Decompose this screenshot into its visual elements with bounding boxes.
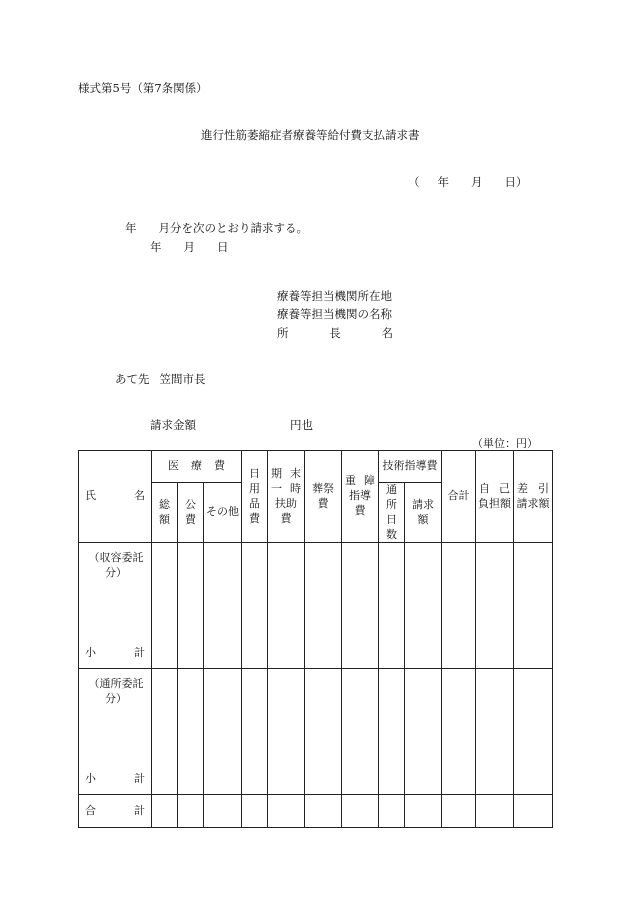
header-tech-days-line-1: 通所 bbox=[386, 483, 397, 511]
header-tech-days bbox=[379, 483, 405, 543]
cell[interactable] bbox=[379, 669, 405, 795]
cell[interactable] bbox=[178, 543, 204, 669]
amount-unit: 円也 bbox=[290, 418, 313, 432]
cell[interactable] bbox=[514, 795, 553, 828]
header-name-char-2: 名 bbox=[134, 489, 145, 503]
header-temp-support-char-3: 一 bbox=[271, 481, 282, 495]
header-daily-goods-line-2: 品費 bbox=[249, 496, 260, 525]
header-daily-goods bbox=[242, 451, 268, 543]
subtotal-char-1: 小 bbox=[85, 645, 96, 659]
cell[interactable] bbox=[514, 669, 553, 795]
cell[interactable] bbox=[204, 543, 242, 669]
header-sum bbox=[442, 451, 476, 543]
director-name-label bbox=[277, 325, 393, 341]
date-day: 日） bbox=[504, 175, 528, 189]
header-temp-support-char-2: 末 bbox=[290, 467, 301, 480]
header-daily-goods-line-1: 日用 bbox=[249, 467, 260, 495]
header-net-claim-char-1: 差 bbox=[517, 481, 528, 495]
cell[interactable] bbox=[152, 543, 178, 669]
addressee-label: あて先 bbox=[115, 372, 150, 386]
institution-name-label: 療養等担当機関の名称 bbox=[277, 307, 392, 321]
header-medical bbox=[152, 451, 242, 483]
date-line bbox=[408, 174, 528, 190]
claim-table bbox=[78, 450, 553, 828]
cell[interactable] bbox=[268, 795, 305, 828]
director-char-3: 名 bbox=[381, 326, 393, 340]
header-name bbox=[79, 451, 152, 543]
header-net-claim bbox=[514, 451, 553, 543]
addressee-name: 笠間市長 bbox=[159, 372, 206, 386]
request-date-month: 月 bbox=[183, 240, 195, 254]
header-temp-support-char-1: 期 bbox=[271, 467, 282, 480]
header-severe-char-2: 障 bbox=[364, 474, 375, 488]
cell[interactable] bbox=[405, 669, 442, 795]
cell[interactable] bbox=[442, 669, 476, 795]
header-severe-line-2: 指導費 bbox=[349, 489, 371, 518]
request-year: 年 bbox=[125, 221, 137, 235]
cell[interactable] bbox=[379, 543, 405, 669]
cell[interactable] bbox=[476, 543, 514, 669]
cell[interactable] bbox=[405, 795, 442, 828]
header-net-claim-line-2: 請求額 bbox=[516, 496, 550, 510]
header-self-burden bbox=[476, 451, 514, 543]
row-outpatient-label: （通所委託分） bbox=[88, 677, 144, 706]
addressee bbox=[115, 371, 206, 387]
header-medical-other bbox=[204, 483, 242, 543]
row-residential-subtotal bbox=[85, 646, 145, 661]
date-month: 月 bbox=[471, 175, 483, 189]
cell[interactable] bbox=[268, 669, 305, 795]
header-medical-char-2: 療 bbox=[191, 459, 202, 473]
header-medical-total bbox=[152, 483, 178, 543]
header-medical-public-label: 公費 bbox=[185, 497, 196, 526]
header-tech-days-line-2: 日数 bbox=[386, 512, 397, 541]
cell[interactable] bbox=[305, 543, 342, 669]
header-temp-support-line-3: 扶助費 bbox=[275, 496, 297, 525]
header-severe bbox=[342, 451, 379, 543]
cell[interactable] bbox=[152, 669, 178, 795]
cell[interactable] bbox=[379, 795, 405, 828]
date-open-paren: （ bbox=[408, 175, 420, 189]
request-line bbox=[125, 220, 308, 236]
header-medical-char-3: 費 bbox=[214, 459, 225, 473]
header-funeral bbox=[305, 451, 342, 543]
amount-label: 請求金額 bbox=[150, 418, 196, 432]
cell[interactable] bbox=[305, 669, 342, 795]
cell[interactable] bbox=[178, 669, 204, 795]
cell[interactable] bbox=[342, 795, 379, 828]
cell[interactable] bbox=[342, 543, 379, 669]
cell[interactable] bbox=[476, 669, 514, 795]
director-char-2: 長 bbox=[329, 326, 341, 340]
header-net-claim-char-2: 引 bbox=[538, 481, 549, 495]
cell[interactable] bbox=[342, 669, 379, 795]
cell[interactable] bbox=[242, 795, 268, 828]
header-self-burden-char-2: 己 bbox=[499, 481, 510, 495]
header-tech-guidance-label: 技術指導費 bbox=[382, 459, 438, 473]
header-medical-char-1: 医 bbox=[168, 459, 179, 473]
request-date-day: 日 bbox=[217, 240, 229, 254]
request-text: 月分を次のとおり請求する。 bbox=[158, 221, 308, 235]
cell[interactable] bbox=[268, 543, 305, 669]
cell[interactable] bbox=[442, 795, 476, 828]
header-self-burden-char-1: 自 bbox=[479, 481, 490, 495]
date-year: 年 bbox=[437, 175, 449, 189]
header-tech-amount-label: 請求額 bbox=[412, 497, 434, 526]
header-temp-support-char-4: 時 bbox=[290, 481, 301, 495]
cell[interactable] bbox=[514, 543, 553, 669]
row-residential-label: （収容委託分） bbox=[88, 551, 144, 580]
cell[interactable] bbox=[442, 543, 476, 669]
header-medical-total-label: 総額 bbox=[159, 497, 170, 526]
cell[interactable] bbox=[204, 795, 242, 828]
table-unit: （単位：円） bbox=[472, 437, 538, 450]
header-funeral-label: 葬祭費 bbox=[312, 481, 334, 510]
header-medical-other-label: その他 bbox=[206, 505, 239, 519]
cell[interactable] bbox=[242, 669, 268, 795]
request-date-year: 年 bbox=[150, 240, 162, 254]
cell[interactable] bbox=[405, 543, 442, 669]
header-temp-support bbox=[268, 451, 305, 543]
cell[interactable] bbox=[476, 795, 514, 828]
cell[interactable] bbox=[305, 795, 342, 828]
subtotal-char-1: 小 bbox=[85, 771, 96, 785]
cell[interactable] bbox=[178, 795, 204, 828]
subtotal-char-2: 計 bbox=[134, 645, 145, 659]
form-number: 様式第5号（第7条関係） bbox=[78, 81, 208, 95]
header-sum-label: 合計 bbox=[447, 489, 470, 503]
page-title: 進行性筋萎縮症者療養等給付費支払請求書 bbox=[201, 128, 420, 142]
subtotal-char-2: 計 bbox=[134, 771, 145, 785]
total-char-1: 合 bbox=[85, 803, 96, 817]
cell[interactable] bbox=[204, 669, 242, 795]
row-total bbox=[79, 795, 152, 828]
cell[interactable] bbox=[242, 543, 268, 669]
header-name-char-1: 氏 bbox=[85, 489, 96, 503]
header-severe-char-1: 重 bbox=[345, 474, 356, 488]
header-medical-public bbox=[178, 483, 204, 543]
row-residential bbox=[79, 543, 152, 669]
header-self-burden-line-2: 負担額 bbox=[478, 496, 511, 510]
director-char-1: 所 bbox=[277, 326, 289, 340]
cell[interactable] bbox=[152, 795, 178, 828]
row-outpatient bbox=[79, 669, 152, 795]
total-char-2: 計 bbox=[134, 803, 145, 817]
header-tech-guidance bbox=[379, 451, 442, 483]
row-outpatient-subtotal bbox=[85, 772, 145, 787]
header-tech-amount bbox=[405, 483, 442, 543]
institution-address-label: 療養等担当機関所在地 bbox=[277, 289, 392, 303]
request-date bbox=[150, 239, 229, 255]
